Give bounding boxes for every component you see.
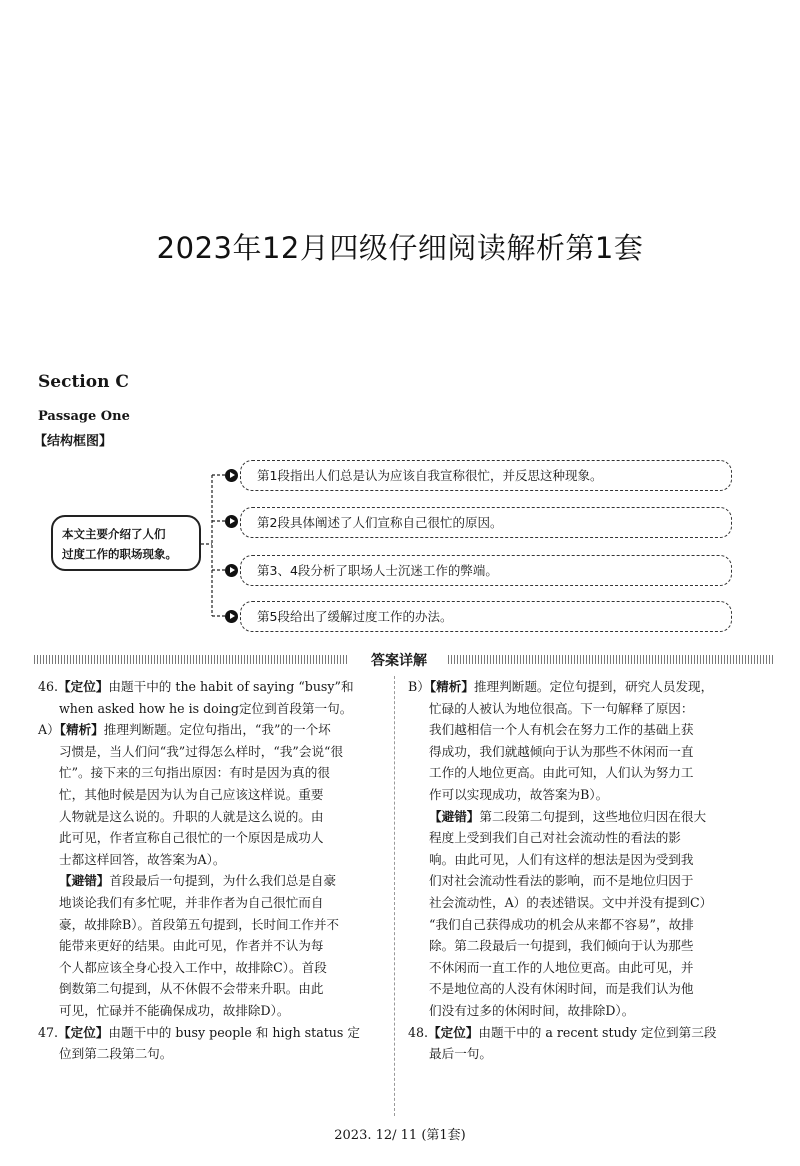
analysis-tag: 【精析】 (429, 679, 474, 694)
answer-details-label: 答案详解 (371, 653, 427, 669)
text-line: 忙，其他时候是因为认为自己应该这样说。重要 (59, 786, 324, 802)
locate-tag: 【定位】 (58, 679, 109, 694)
question-number: 47. (38, 1024, 59, 1040)
column-divider (394, 676, 395, 1116)
page-footer: 2023. 12/ 11 (第1套) (334, 1128, 466, 1143)
text-line: 倒数第二句提到，从不休假不会带来升职。由此 (59, 981, 324, 997)
arrow-right-icon (225, 469, 238, 482)
text-line: 程度上受到我们自己对社会流动性的看法的影 (429, 830, 681, 846)
q47-locate (38, 1022, 384, 1065)
text-line: 由题干中的 the habit of saying “busy”和 (108, 679, 354, 694)
arrow-right-icon (225, 515, 238, 528)
arrow-right-icon (225, 564, 238, 577)
text-line: 可见，忙碌并不能确保成功，故排除D）。 (59, 1002, 290, 1018)
locate-tag: 【定位】 (58, 1024, 109, 1040)
text-line: 们没有过多的休闲时间，故排除D）。 (429, 1002, 635, 1018)
section-heading: Section C (38, 372, 129, 392)
avoid-tag: 【避错】 (429, 808, 480, 824)
structure-diagram-label: 【结构框图】 (34, 434, 113, 449)
q47-analysis (408, 676, 756, 806)
text-line: 推理判断题。定位句提到，研究人员发现， (473, 679, 714, 694)
text-line: “我们自己获得成功的机会从来都不容易”，故排 (429, 916, 694, 932)
paragraph-summary-text: 第3、4段分析了职场人士沉迷工作的弊端。 (257, 563, 498, 578)
text-line: 们对社会流动性看法的影响，而不是地位归因于 (429, 873, 694, 889)
left-column (38, 676, 384, 1065)
paragraph-summary-box (240, 507, 732, 538)
text-line: 人物就是这么说的。升职的人就是这么说的。由 (59, 808, 324, 824)
text-line: 位到第二段第二句。 (59, 1046, 173, 1062)
text-line: when asked how he is doing定位到首段第一句。 (59, 700, 353, 716)
text-line: 推理判断题。定位句指出，“我”的一个坏 (103, 722, 331, 738)
answer-letter: A） (38, 722, 60, 738)
q46-analysis (38, 719, 384, 870)
text-line: 第二段第二句提到，这些地位归因在很大 (479, 808, 707, 824)
text-line: 除。第二段最后一句提到，我们倾向于认为那些 (429, 938, 694, 954)
paragraph-summary-box (240, 601, 732, 632)
paragraph-summary-box (240, 555, 732, 586)
text-line: 此可见，作者宣称自己很忙的一个原因是成功人 (59, 830, 324, 846)
text-line: 忙碌的人被认为地位很高。下一句解释了原因： (429, 700, 694, 716)
locate-tag: 【定位】 (428, 1024, 479, 1040)
q48-locate (408, 1022, 756, 1065)
analysis-tag: 【精析】 (59, 722, 104, 738)
passage-heading: Passage One (38, 409, 130, 424)
text-line: 习惯是，当人们问“我”过得怎么样时，“我”会说“很 (59, 743, 344, 759)
question-number: 48. (408, 1024, 429, 1040)
arrow-right-icon (225, 610, 238, 623)
q46-locate (38, 676, 384, 719)
avoid-tag: 【避错】 (59, 873, 110, 889)
text-line: 响。由此可见，人们有这样的想法是因为受到我 (429, 851, 694, 867)
paragraph-summary-text: 第1段指出人们总是认为应该自我宣称很忙，并反思这种现象。 (257, 468, 603, 483)
main-idea-box (51, 515, 201, 571)
banner-stripe (448, 655, 774, 664)
paragraph-summary-box (240, 460, 732, 491)
q47-avoid (408, 806, 756, 1022)
text-line: 由题干中的 a recent study 定位到第三段 (478, 1024, 717, 1040)
text-line: 忙”。接下来的三句指出原因：有时是因为真的很 (59, 765, 330, 781)
q46-avoid (38, 870, 384, 1021)
text-line: 得成功，我们就越倾向于认为那些不休闲而一直 (429, 743, 694, 759)
text-line: 不休闲而一直工作的人地位更高。由此可见，并 (429, 959, 694, 975)
text-line: 不是地位高的人没有休闲时间，而是我们认为他 (429, 981, 694, 997)
main-idea-line: 本文主要介绍了人们 (62, 527, 166, 541)
text-line: 能带来更好的结果。由此可见，作者并不认为每 (59, 938, 324, 954)
text-line: 地谈论我们有多忙呢，并非作者为自己很忙而自 (59, 894, 324, 910)
text-line: 我们越相信一个人有机会在努力工作的基础上获 (429, 722, 694, 738)
text-line: 士都这样回答，故答案为A）。 (59, 851, 226, 867)
main-idea-line: 过度工作的职场现象。 (62, 547, 177, 561)
text-line: 首段最后一句提到，为什么我们总是自豪 (109, 873, 337, 889)
paragraph-summary-text: 第2段具体阐述了人们宣称自己很忙的原因。 (257, 515, 503, 530)
page-title: 2023年12月四级仔细阅读解析第1套 (156, 231, 644, 265)
text-line: 最后一句。 (429, 1046, 492, 1062)
answer-details-banner (34, 651, 774, 668)
text-line: 作可以实现成功，故答案为B）。 (429, 786, 609, 802)
paragraph-summary-text: 第5段给出了缓解过度工作的办法。 (257, 609, 453, 624)
question-number: 46. (38, 679, 59, 694)
answer-letter: B） (408, 679, 430, 694)
text-line: 由题干中的 busy people 和 high status 定 (108, 1024, 360, 1040)
right-column (408, 676, 756, 1065)
banner-stripe (34, 655, 349, 664)
text-line: 工作的人地位更高。由此可知，人们认为努力工 (429, 765, 694, 781)
text-line: 豪，故排除B）。首段第五句提到，长时间工作并不 (59, 916, 340, 932)
text-line: 社会流动性，A）的表述错误。文中并没有提到C） (429, 894, 713, 910)
text-line: 个人都应该全身心投入工作中，故排除C）。首段 (59, 959, 327, 975)
